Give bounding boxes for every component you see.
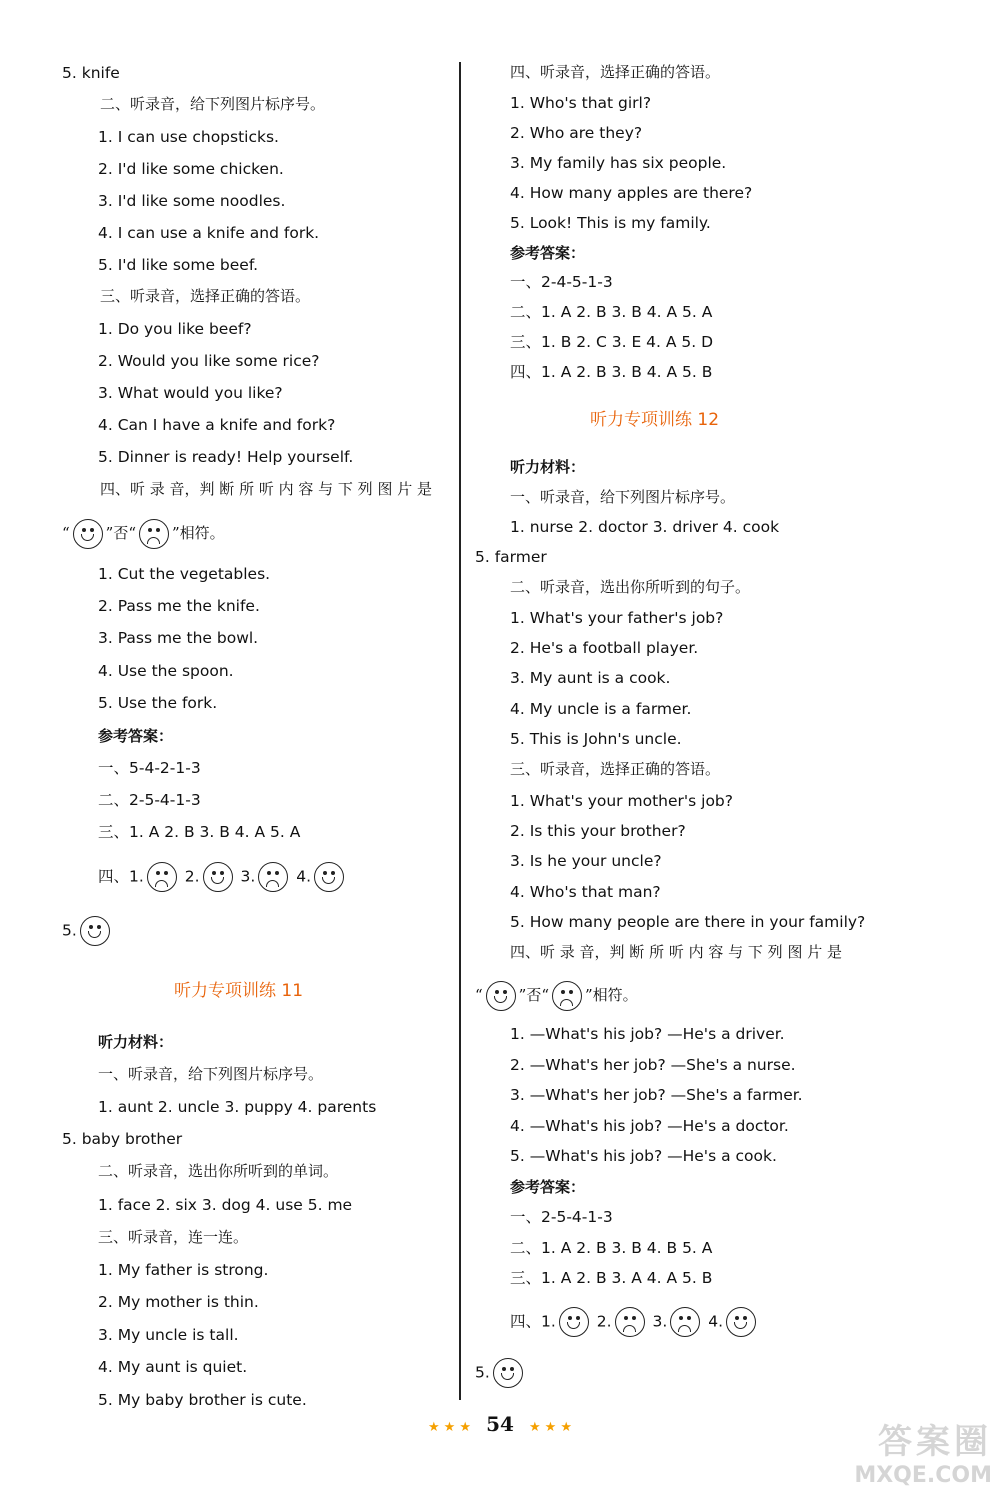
answer-line: 三、1. A 2. B 3. B 4. A 5. A bbox=[98, 823, 301, 841]
text-line: 3. What would you like? bbox=[98, 384, 283, 402]
text-line: 5. My baby brother is cute. bbox=[98, 1391, 307, 1409]
text-line: 1. Cut the vegetables. bbox=[98, 565, 271, 583]
section-heading: 四、听录音，选择正确的答语。 bbox=[510, 63, 721, 81]
text-line: 1. I can use chopsticks. bbox=[98, 128, 279, 146]
text-line: 1. —What's his job? —He's a driver. bbox=[510, 1025, 785, 1043]
smiley-face-icon bbox=[80, 916, 110, 946]
text-line: 2. Who are they? bbox=[510, 124, 643, 142]
sad-face-icon bbox=[615, 1307, 645, 1337]
answer-faces-line bbox=[510, 1307, 759, 1337]
section-heading: 二、听录音，选出你所听到的句子。 bbox=[510, 578, 751, 596]
section-heading: 四、听 录 音，判 断 所 听 内 容 与 下 列 图 片 是 bbox=[510, 943, 842, 961]
answer-label: 4. bbox=[708, 1312, 723, 1331]
text-line: 2. —What's her job? —She's a nurse. bbox=[510, 1056, 796, 1074]
star-icon: ★ bbox=[529, 1420, 541, 1435]
answer-key-heading: 参考答案： bbox=[510, 244, 586, 262]
text-line: 1. face 2. six 3. dog 4. use 5. me bbox=[98, 1196, 353, 1214]
smiley-face-icon bbox=[314, 862, 344, 892]
answer-line: 三、1. B 2. C 3. E 4. A 5. D bbox=[510, 333, 714, 351]
text-line: 5. This is John's uncle. bbox=[510, 730, 682, 748]
text-line: 2. Pass me the knife. bbox=[98, 597, 260, 615]
text-line: 2. Is this your brother? bbox=[510, 822, 686, 840]
legend-text: ”相符。 bbox=[585, 986, 638, 1004]
text-line: 3. My aunt is a cook. bbox=[510, 669, 671, 687]
text-line: 4. —What's his job? —He's a doctor. bbox=[510, 1117, 789, 1135]
smiley-face-icon bbox=[559, 1307, 589, 1337]
section-heading: 三、听录音，连一连。 bbox=[98, 1228, 249, 1246]
section-title-12: 听力专项训练 12 bbox=[590, 410, 720, 430]
star-icon: ★ bbox=[544, 1420, 557, 1435]
star-icon: ★ bbox=[459, 1420, 471, 1435]
face-legend bbox=[62, 519, 225, 549]
text-line: 3. I'd like some noodles. bbox=[98, 192, 286, 210]
text-line: 3. Pass me the bowl. bbox=[98, 629, 259, 647]
star-icon: ★ bbox=[443, 1420, 456, 1435]
smiley-face-icon bbox=[73, 519, 103, 549]
answer-label: 3. bbox=[652, 1312, 668, 1331]
column-divider bbox=[459, 62, 461, 1400]
answer-faces-line bbox=[475, 1358, 526, 1388]
materials-heading: 听力材料： bbox=[510, 458, 586, 476]
text-line: 3. Is he your uncle? bbox=[510, 852, 662, 870]
text-line: 5. knife bbox=[62, 64, 120, 82]
sad-face-icon bbox=[258, 862, 288, 892]
answer-line: 一、2-5-4-1-3 bbox=[510, 1208, 613, 1226]
section-heading: 三、听录音，选择正确的答语。 bbox=[100, 287, 311, 305]
text-line: 5. I'd like some beef. bbox=[98, 256, 259, 274]
text-line: 1. aunt 2. uncle 3. puppy 4. parents bbox=[98, 1098, 377, 1116]
answer-key-heading: 参考答案： bbox=[510, 1178, 586, 1196]
text-line: 3. —What's her job? —She's a farmer. bbox=[510, 1086, 803, 1104]
legend-text: ”相符。 bbox=[172, 524, 225, 542]
text-line: 1. Do you like beef? bbox=[98, 320, 252, 338]
watermark-url: MXQE.COM bbox=[854, 1463, 992, 1488]
legend-text: ”否“ bbox=[105, 524, 137, 542]
smiley-face-icon bbox=[203, 862, 233, 892]
quote-mark: “ bbox=[62, 524, 70, 542]
smiley-face-icon bbox=[486, 981, 516, 1011]
section-heading: 一、听录音，给下列图片标序号。 bbox=[98, 1065, 324, 1083]
star-icon: ★ bbox=[560, 1420, 572, 1435]
text-line: 3. My uncle is tall. bbox=[98, 1326, 239, 1344]
site-watermark bbox=[854, 1414, 992, 1488]
legend-text: ”否“ bbox=[518, 986, 550, 1004]
text-line: 5. —What's his job? —He's a cook. bbox=[510, 1147, 777, 1165]
text-line: 4. How many apples are there? bbox=[510, 184, 753, 202]
text-line: 5. farmer bbox=[475, 548, 547, 566]
text-line: 4. Who's that man? bbox=[510, 883, 661, 901]
text-line: 5. baby brother bbox=[62, 1130, 183, 1148]
text-line: 2. Would you like some rice? bbox=[98, 352, 320, 370]
text-line: 4. My aunt is quiet. bbox=[98, 1358, 248, 1376]
answer-label: 5. bbox=[62, 921, 77, 940]
text-line: 2. I'd like some chicken. bbox=[98, 160, 284, 178]
text-line: 5. Dinner is ready! Help yourself. bbox=[98, 448, 354, 466]
answer-faces-line bbox=[62, 916, 113, 946]
answer-label: 4. bbox=[296, 867, 311, 886]
answer-label: 2. bbox=[184, 867, 200, 886]
sad-face-icon bbox=[552, 981, 582, 1011]
page-footer bbox=[0, 1412, 1000, 1436]
answer-line: 二、2-5-4-1-3 bbox=[98, 791, 201, 809]
section-heading: 二、听录音，选出你所听到的单词。 bbox=[98, 1162, 339, 1180]
text-line: 3. My family has six people. bbox=[510, 154, 727, 172]
answer-label: 3. bbox=[240, 867, 256, 886]
section-heading: 三、听录音，选择正确的答语。 bbox=[510, 760, 721, 778]
answer-label: 5. bbox=[475, 1363, 490, 1382]
text-line: 5. How many people are there in your family? bbox=[510, 913, 866, 931]
smiley-face-icon bbox=[493, 1358, 523, 1388]
text-line: 1. My father is strong. bbox=[98, 1261, 269, 1279]
answer-label: 2. bbox=[596, 1312, 612, 1331]
section-heading: 四、听 录 音，判 断 所 听 内 容 与 下 列 图 片 是 bbox=[100, 480, 432, 498]
materials-heading: 听力材料： bbox=[98, 1033, 174, 1051]
quote-mark: “ bbox=[475, 986, 483, 1004]
sad-face-icon bbox=[670, 1307, 700, 1337]
answer-key-heading: 参考答案： bbox=[98, 727, 174, 745]
section-title-11: 听力专项训练 11 bbox=[174, 981, 304, 1001]
answer-line: 四、1. A 2. B 3. B 4. A 5. B bbox=[510, 363, 713, 381]
text-line: 4. Use the spoon. bbox=[98, 662, 234, 680]
text-line: 1. What's your mother's job? bbox=[510, 792, 733, 810]
text-line: 2. My mother is thin. bbox=[98, 1293, 259, 1311]
text-line: 5. Look! This is my family. bbox=[510, 214, 711, 232]
answer-line: 二、1. A 2. B 3. B 4. A 5. A bbox=[510, 303, 713, 321]
text-line: 1. What's your father's job? bbox=[510, 609, 724, 627]
sad-face-icon bbox=[139, 519, 169, 549]
sad-face-icon bbox=[147, 862, 177, 892]
section-heading: 一、听录音，给下列图片标序号。 bbox=[510, 488, 736, 506]
answer-line: 一、2-4-5-1-3 bbox=[510, 273, 613, 291]
section-heading: 二、听录音，给下列图片标序号。 bbox=[100, 95, 326, 113]
text-line: 1. nurse 2. doctor 3. driver 4. cook bbox=[510, 518, 780, 536]
answer-label: 四、1. bbox=[98, 867, 144, 886]
text-line: 4. My uncle is a farmer. bbox=[510, 700, 692, 718]
face-legend bbox=[475, 981, 638, 1011]
text-line: 1. Who's that girl? bbox=[510, 94, 652, 112]
answer-line: 一、5-4-2-1-3 bbox=[98, 759, 201, 777]
text-line: 5. Use the fork. bbox=[98, 694, 218, 712]
watermark-logo-text: 答案圈 bbox=[878, 1422, 992, 1462]
text-line: 2. He's a football player. bbox=[510, 639, 699, 657]
answer-label: 四、1. bbox=[510, 1312, 556, 1331]
answer-line: 二、1. A 2. B 3. B 4. B 5. A bbox=[510, 1239, 713, 1257]
page-number: 54 bbox=[486, 1412, 514, 1436]
answer-faces-line bbox=[98, 862, 347, 892]
smiley-face-icon bbox=[726, 1307, 756, 1337]
star-icon: ★ bbox=[428, 1420, 440, 1435]
answer-line: 三、1. A 2. B 3. A 4. A 5. B bbox=[510, 1269, 713, 1287]
text-line: 4. I can use a knife and fork. bbox=[98, 224, 320, 242]
text-line: 4. Can I have a knife and fork? bbox=[98, 416, 336, 434]
